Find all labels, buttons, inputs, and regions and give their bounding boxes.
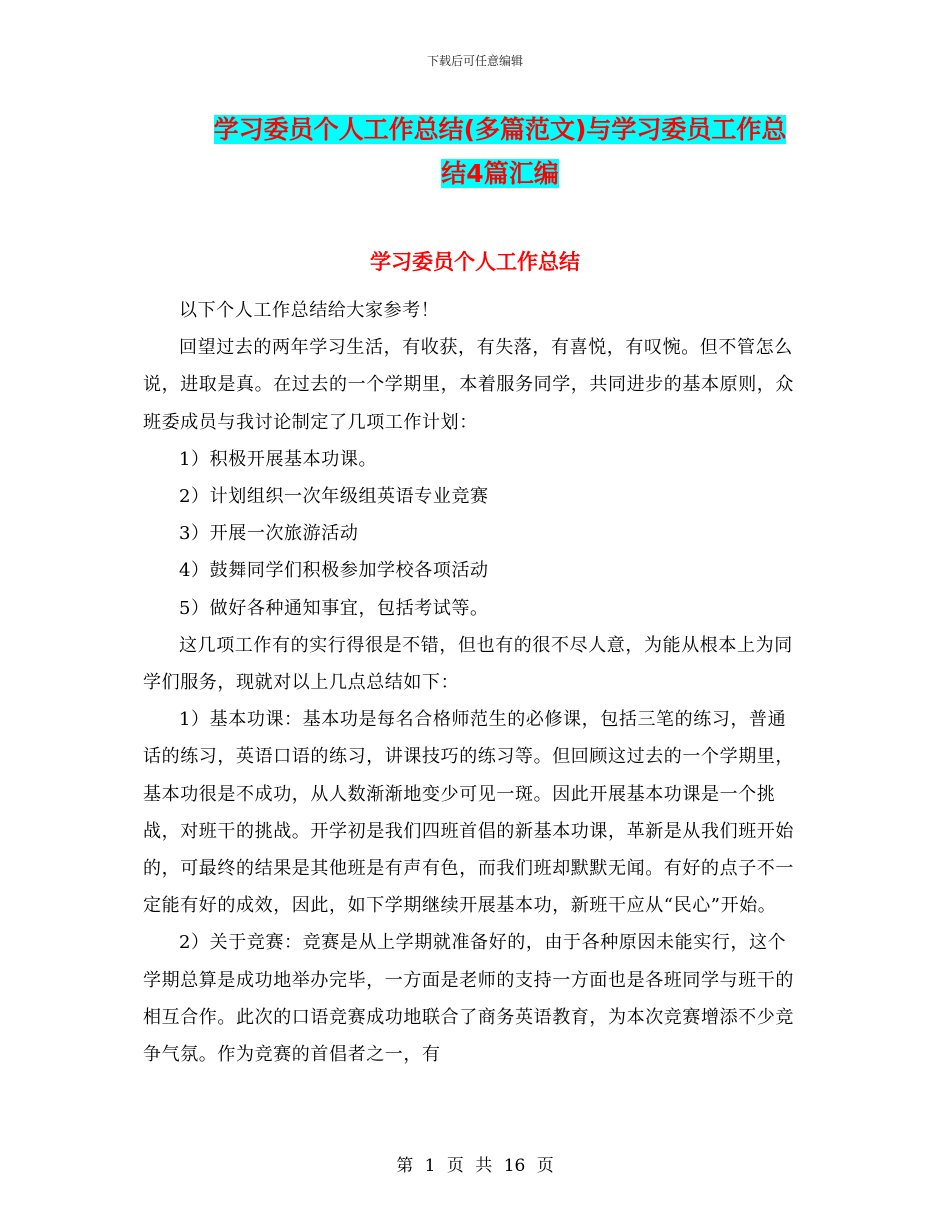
paragraph: 1）基本功课：基本功是每名合格师范生的必修课，包括三笔的练习，普通话的练习，英语口语的练习，讲课技巧的练习等。但回顾这过去的一个学期里，基本功很是不成功，从人数渐渐地变少可见一斑。因此开展基本功课是一个挑战，对班干的挑战。开学初是我们四班首倡的新基本功课，革新是从我们班开始的，可最终的结果是其他班是有声有色，而我们班却默默无闻。有好的点子不一定能有好的成效，因此，如下学期继续开展基本功，新班干应从“民心”开始。 <box>143 709 794 917</box>
list-item: 5）做好各种通知事宜，包括考试等。 <box>179 597 489 619</box>
list-item: 4）鼓舞同学们积极参加学校各项活动 <box>179 560 489 582</box>
paragraph: 2）关于竞赛：竞赛是从上学期就准备好的，由于各种原因未能实行，这个学期总算是成功地举办完毕，一方面是老师的支持一方面也是各班同学与班干的相互合作。此次的口语竞赛成功地联合了商务英语教育，为本次竞赛增添不少竞争气氛。作为竞赛的首倡者之一，有 <box>143 932 794 1066</box>
document-title-line-1: 学习委员个人工作总结(多篇范文)与学习委员工作总 <box>213 115 787 144</box>
section-title: 学习委员个人工作总结 <box>370 250 580 274</box>
list-item: 2）计划组织一次年级组英语专业竞赛 <box>179 486 489 508</box>
paragraph: 以下个人工作总结给大家参考！ <box>179 300 440 321</box>
paragraph: 这几项工作有的实行得很是不错，但也有的很不尽人意，为能从根本上为同学们服务，现就对以上几点总结如下： <box>143 634 793 694</box>
document-body <box>143 292 803 1073</box>
document-title <box>190 108 810 196</box>
page-number-footer: 第 1 页 共 16 页 <box>396 1156 554 1176</box>
document-title-line-2: 结4篇汇编 <box>441 159 559 188</box>
list-item: 3）开展一次旅游活动 <box>179 523 359 545</box>
paragraph: 回望过去的两年学习生活，有收获，有失落，有喜悦，有叹惋。但不管怎么说，进取是真。在过去的一个学期里，本着服务同学，共同进步的基本原则，众班委成员与我讨论制定了几项工作计划： <box>143 337 794 433</box>
page-header-note: 下载后可任意编辑 <box>426 54 523 68</box>
list-item: 1）积极开展基本功课。 <box>179 448 378 470</box>
